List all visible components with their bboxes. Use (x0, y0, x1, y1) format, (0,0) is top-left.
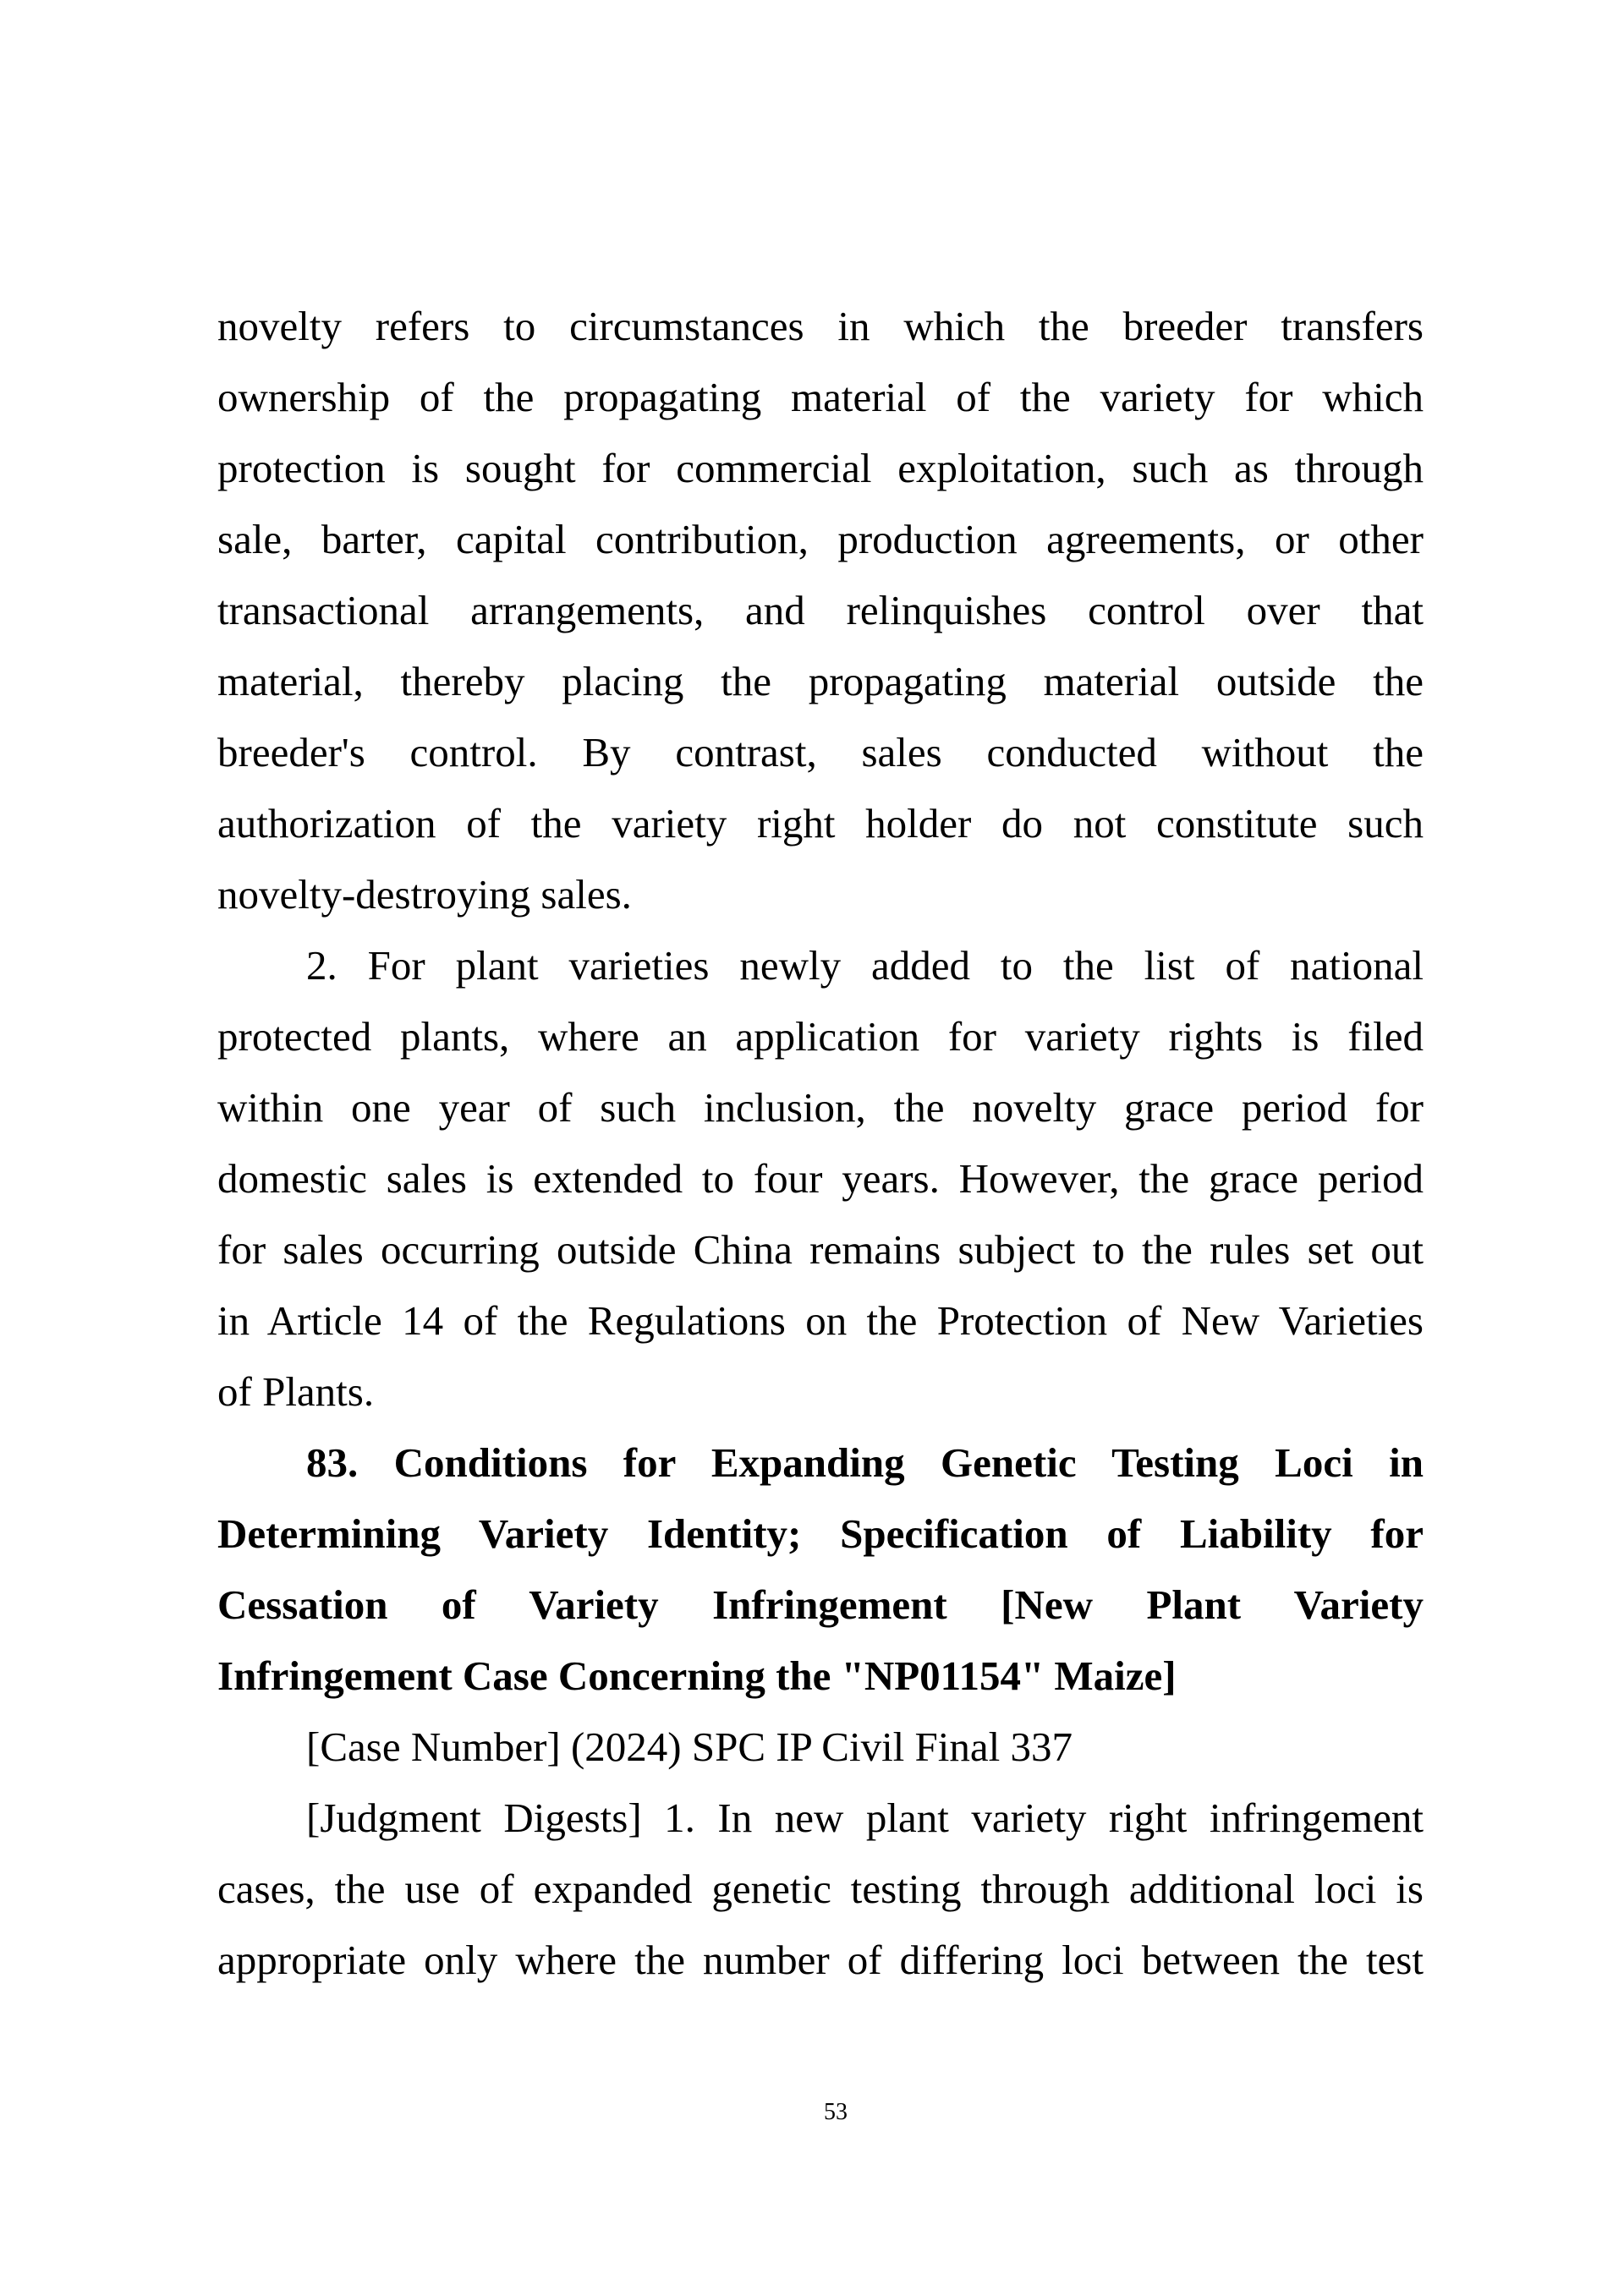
text-line: for sales occurring outside China remains subject to the rules set out (217, 1226, 1424, 1273)
text-line: material, thereby placing the propagating material outside the (217, 658, 1424, 704)
text-line: novelty refers to circumstances in which the breeder transfers (217, 303, 1424, 349)
paragraph-grace-period (217, 930, 1424, 1427)
heading-line: Determining Variety Identity; Specification of Liability for (217, 1510, 1424, 1557)
text-line: domestic sales is extended to four years. However, the grace period (217, 1155, 1424, 1202)
heading-line: Infringement Case Concerning the "NP01154" Maize] (217, 1652, 1177, 1699)
text-line: 2. For plant varieties newly added to the list of national (306, 942, 1424, 989)
text-column (217, 291, 1424, 1996)
heading-line: Cessation of Variety Infringement [New Plant Variety (217, 1581, 1424, 1628)
text-line: authorization of the variety right holder do not constitute such (217, 800, 1424, 847)
text-line: cases, the use of expanded genetic testing through additional loci is (217, 1866, 1424, 1912)
text-line: transactional arrangements, and relinquishes control over that (217, 587, 1424, 633)
text-line: breeder's control. By contrast, sales conducted without the (217, 729, 1424, 775)
section-heading-83 (217, 1427, 1424, 1712)
heading-line: 83. Conditions for Expanding Genetic Testing Loci in (306, 1439, 1424, 1486)
text-line: [Judgment Digests] 1. In new plant variety right infringement (306, 1795, 1424, 1841)
text-line: sale, barter, capital contribution, production agreements, or other (217, 516, 1424, 562)
text-line: within one year of such inclusion, the novelty grace period for (217, 1084, 1424, 1131)
text-line: of Plants. (217, 1368, 375, 1415)
text-line: in Article 14 of the Regulations on the Protection of New Varieties (217, 1297, 1424, 1344)
paragraph-novelty-definition (217, 291, 1424, 930)
text-line: [Case Number] (2024) SPC IP Civil Final 337 (306, 1723, 1073, 1770)
text-line: protected plants, where an application for variety rights is filed (217, 1013, 1424, 1060)
text-line: novelty-destroying sales. (217, 871, 632, 918)
case-number (217, 1712, 1424, 1783)
paragraph-judgment-digests (217, 1783, 1424, 1996)
text-line: protection is sought for commercial exploitation, such as through (217, 445, 1424, 491)
text-line: appropriate only where the number of differing loci between the test (217, 1937, 1424, 1983)
page-number: 53 (824, 2099, 848, 2125)
text-line: ownership of the propagating material of the variety for which (217, 374, 1424, 420)
